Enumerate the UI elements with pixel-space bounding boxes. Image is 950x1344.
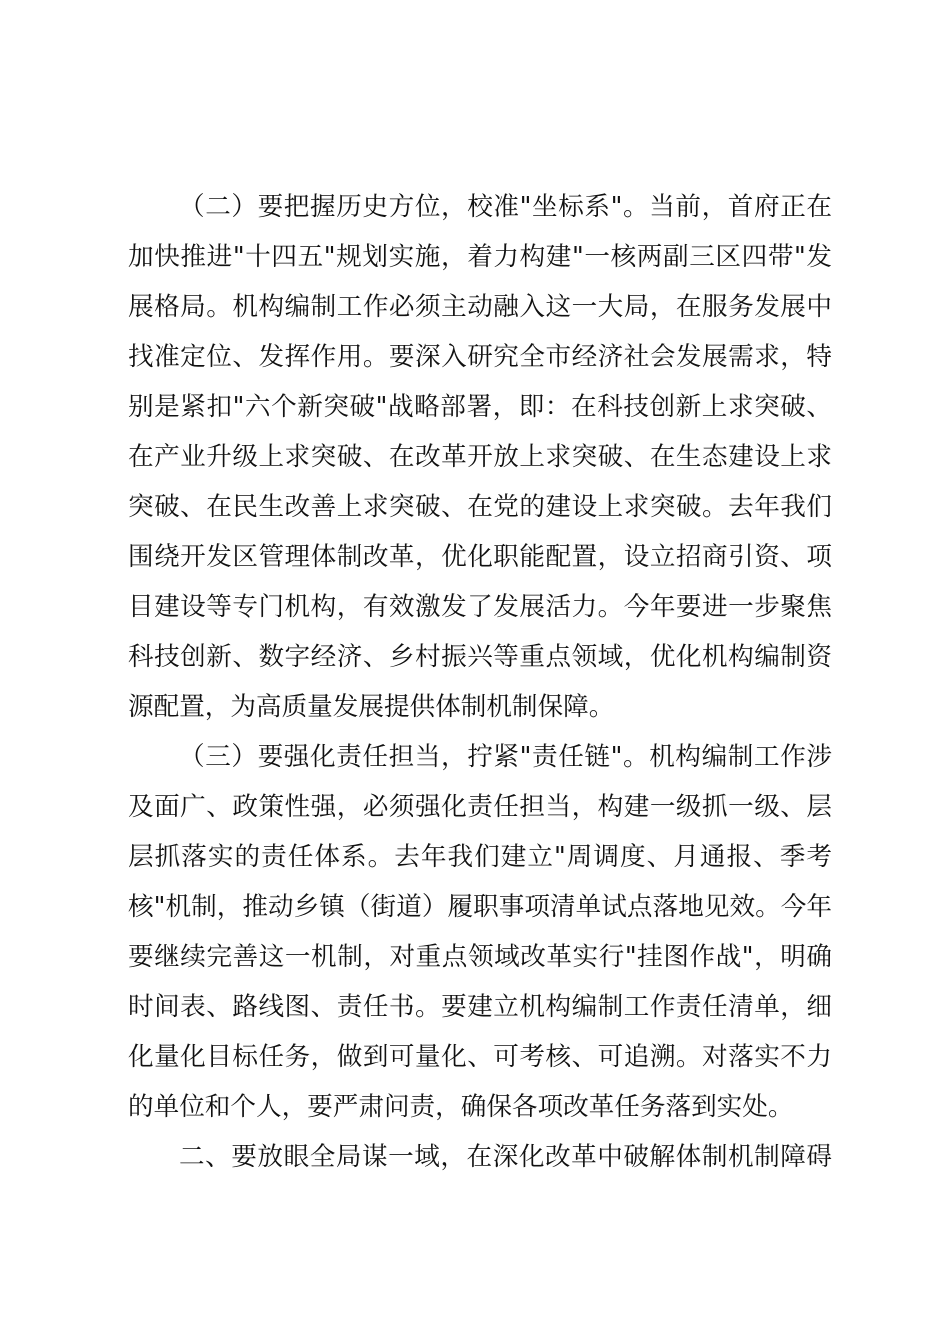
paragraph-line: 别是紧扣"六个新突破"战略部署，即：在科技创新上求突破、 [128,392,832,422]
paragraph-line: 源配置，为高质量发展提供体制机制保障。 [128,692,615,722]
paragraph-line: 在产业升级上求突破、在改革开放上求突破、在生态建设上求 [128,442,832,472]
paragraph-line: 加快推进"十四五"规划实施，着力构建"一核两副三区四带"发 [128,242,832,272]
paragraph-line: 时间表、路线图、责任书。要建立机构编制工作责任清单，细 [128,992,832,1022]
paragraph-line: 核"机制，推动乡镇（街道）履职事项清单试点落地见效。今年 [128,892,832,922]
paragraph-line: 展格局。机构编制工作必须主动融入这一大局，在服务发展中 [128,292,832,322]
paragraph-line: 找准定位、发挥作用。要深入研究全市经济社会发展需求，特 [128,342,832,372]
paragraph-line: 的单位和个人，要严肃问责，确保各项改革任务落到实处。 [128,1092,794,1122]
paragraph-line: 目建设等专门机构，有效激发了发展活力。今年要进一步聚焦 [128,592,832,622]
paragraph-2 [128,182,832,732]
paragraph-line: 科技创新、数字经济、乡村振兴等重点领域，优化机构编制资 [128,642,832,672]
paragraph-line: 层抓落实的责任体系。去年我们建立"周调度、月通报、季考 [128,842,832,872]
section-heading: 二、要放眼全局谋一域，在深化改革中破解体制机制障碍 [179,1142,832,1172]
paragraph-line: 围绕开发区管理体制改革，优化职能配置，设立招商引资、项 [128,542,832,572]
paragraph-line: 及面广、政策性强，必须强化责任担当，构建一级抓一级、层 [128,792,832,822]
paragraph-line: 要继续完善这一机制，对重点领域改革实行"挂图作战"，明确 [128,942,832,972]
paragraph-line: 突破、在民生改善上求突破、在党的建设上求突破。去年我们 [128,492,832,522]
document-body [128,182,832,1182]
paragraph-line: （二）要把握历史方位，校准"坐标系"。当前，首府正在 [179,192,832,222]
paragraph-line: （三）要强化责任担当，拧紧"责任链"。机构编制工作涉 [179,742,832,772]
paragraph-line: 化量化目标任务，做到可量化、可考核、可追溯。对落实不力 [128,1042,832,1072]
paragraph-3 [128,732,832,1132]
